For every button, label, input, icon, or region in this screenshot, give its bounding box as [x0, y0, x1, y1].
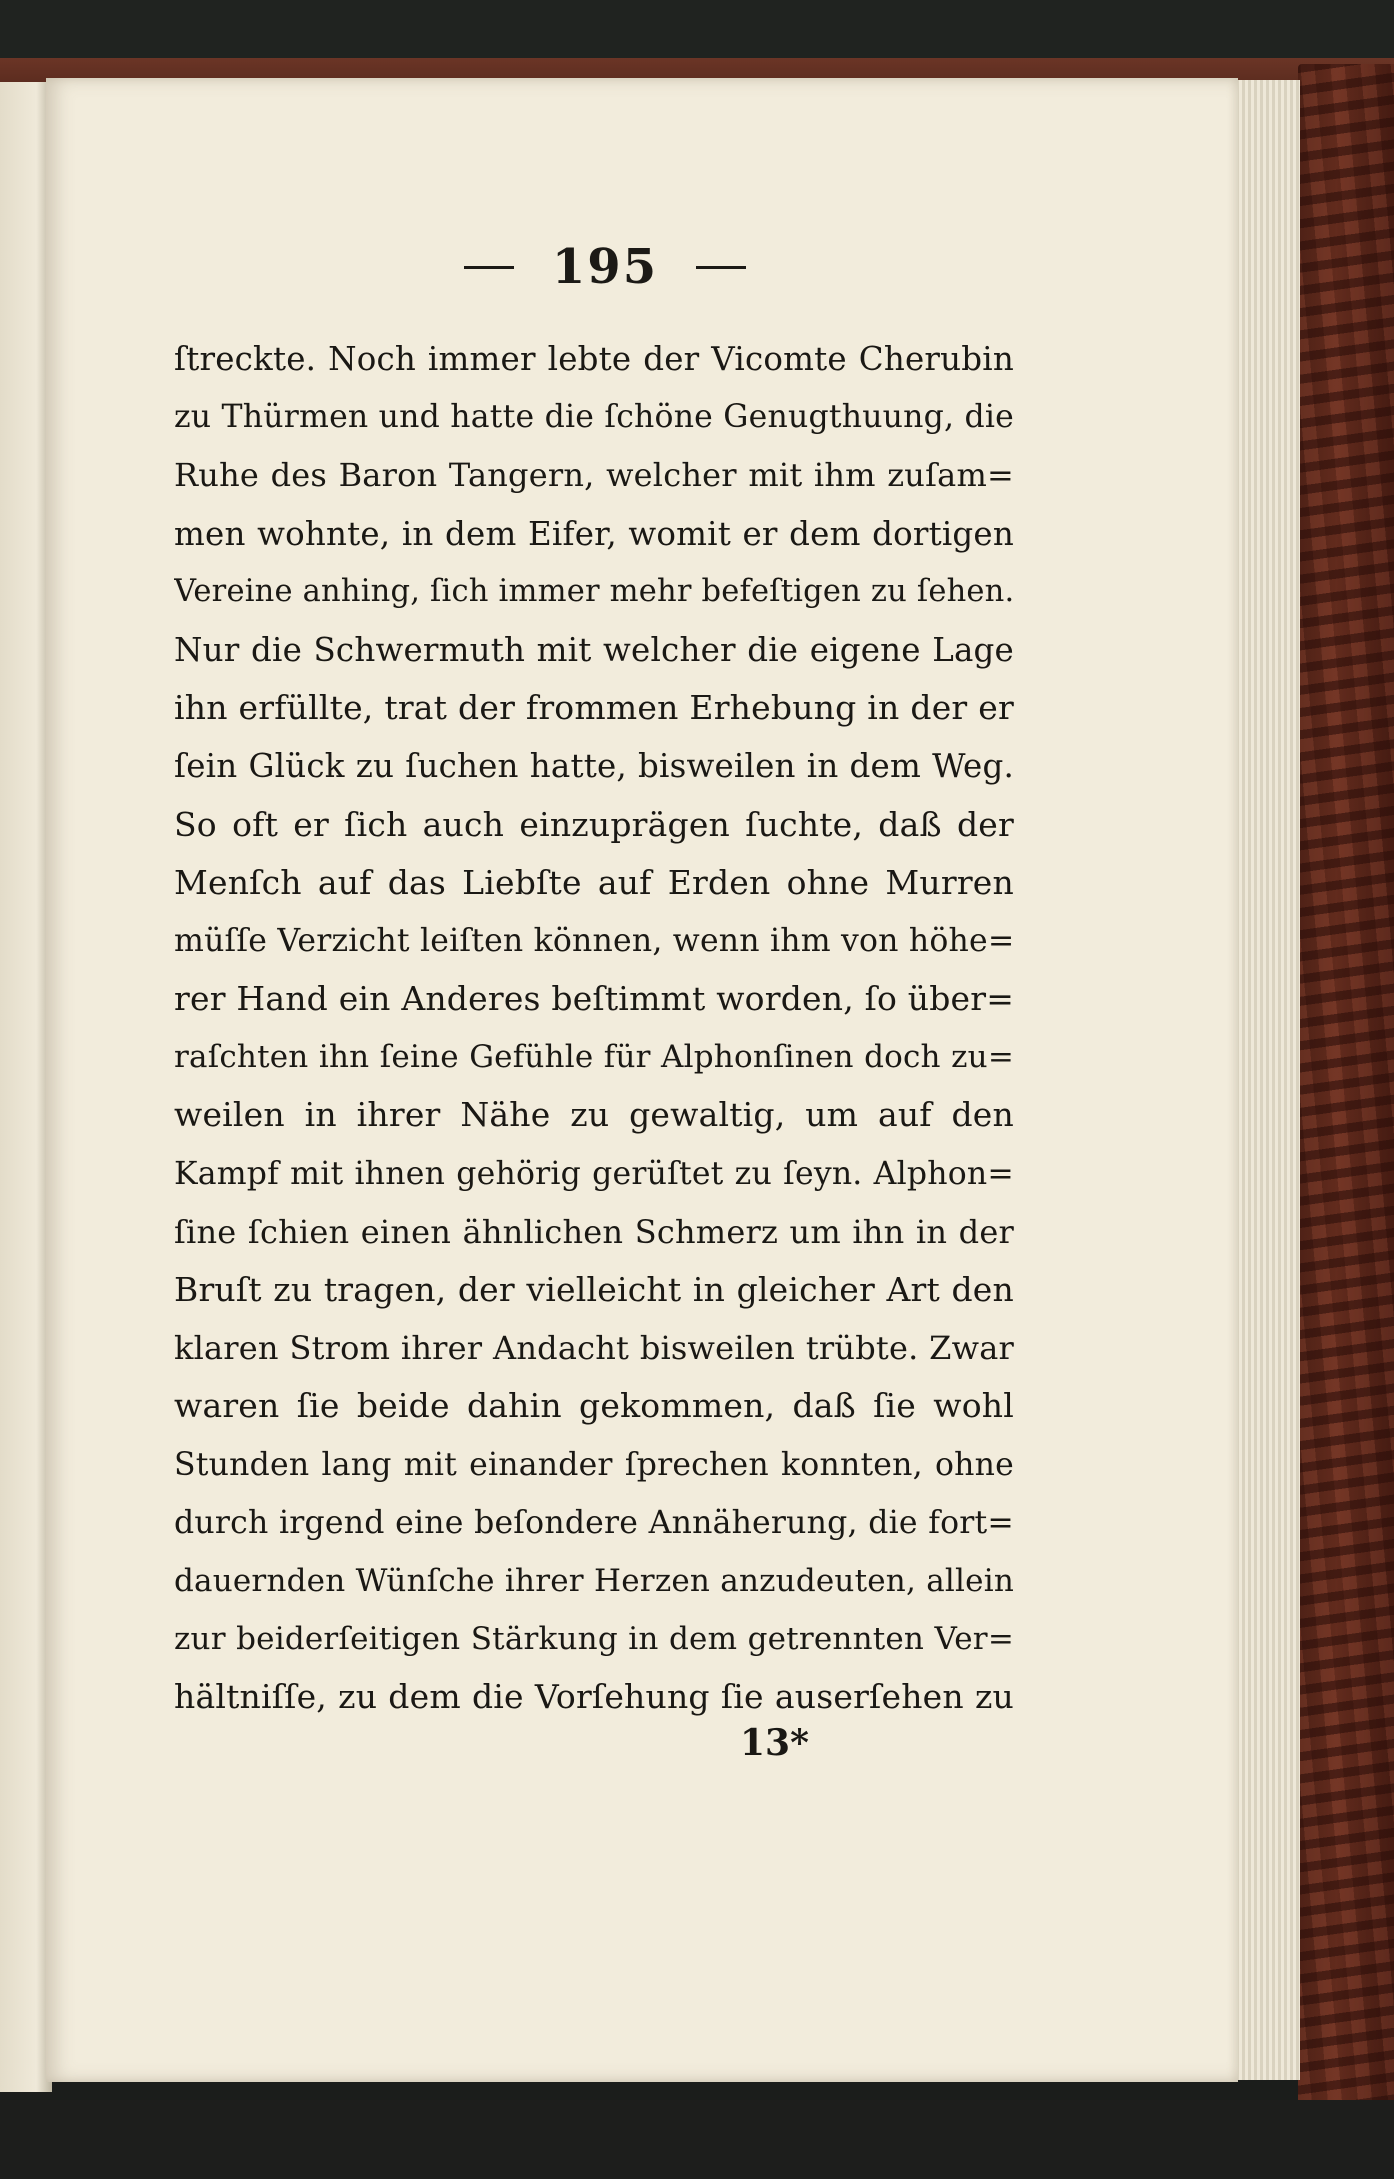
text-line: Ruhe des Baron Tangern, welcher mit ihm zuſam=: [174, 456, 1014, 495]
text-line: ihn erfüllte, trat der frommen Erhebung in der er: [174, 688, 1014, 728]
text-line: klaren Strom ihrer Andacht bisweilen trübte. Zwar: [174, 1329, 1014, 1368]
text-line: hältniſſe, zu dem die Vorſehung ſie auserſehen zu: [174, 1677, 1014, 1717]
page-header: [455, 232, 755, 302]
text-line: Nur die Schwermuth mit welcher die eigene Lage: [174, 630, 1014, 669]
background-bottom: [0, 2100, 1394, 2179]
text-line: Kampf mit ihnen gehörig gerüſtet zu ſeyn. Alphon=: [174, 1155, 1014, 1192]
text-line: Bruſt zu tragen, der vielleicht in gleicher Art den: [174, 1270, 1014, 1309]
page-number: 195: [551, 239, 659, 295]
signature-mark: 13*: [740, 1722, 809, 1764]
text-line: müſſe Verzicht leiſten können, wenn ihm von höhe=: [174, 922, 1014, 959]
text-line: zu Thürmen und hatte die ſchöne Genugthuung, die: [174, 399, 1014, 436]
text-line: So oft er ſich auch einzuprägen ſuchte, daß der: [174, 804, 1014, 844]
text-line: ſein Glück zu ſuchen hatte, bisweilen in dem Weg.: [174, 747, 1014, 786]
header-dash-left: [464, 266, 514, 269]
facing-page-edge: [0, 82, 52, 2092]
text-line: raſchten ihn ſeine Gefühle für Alphonſinen doch zu=: [174, 1039, 1014, 1076]
text-line: durch irgend eine beſondere Annäherung, die fort=: [174, 1504, 1014, 1541]
text-line: dauernden Wünſche ihrer Herzen anzudeuten, allein: [174, 1562, 1014, 1599]
body-text: [174, 330, 1014, 1727]
text-line: weilen in ihrer Nähe zu gewaltig, um auf den: [174, 1095, 1014, 1135]
text-line: Stunden lang mit einander ſprechen konnten, ohne: [174, 1446, 1014, 1483]
header-dash-right: [696, 266, 746, 269]
marbled-back-cover: [1298, 64, 1394, 2104]
text-line: Menſch auf das Liebſte auf Erden ohne Murren: [174, 862, 1014, 902]
text-line: ſtreckte. Noch immer lebte der Vicomte Cherubin: [174, 340, 1014, 378]
text-line: men wohnte, in dem Eifer, womit er dem dortigen: [174, 514, 1014, 553]
text-line: rer Hand ein Anderes beſtimmt worden, ſo über=: [174, 979, 1014, 1019]
text-line: zur beiderſeitigen Stärkung in dem getrennten Ver=: [174, 1621, 1014, 1658]
text-line: Vereine anhing, ſich immer mehr befeſtigen zu ſehen.: [174, 573, 1014, 609]
page-block-edges: [1230, 80, 1300, 2080]
text-line: waren ſie beide dahin gekommen, daß ſie wohl: [174, 1386, 1014, 1426]
text-line: ſine ſchien einen ähnlichen Schmerz um ihn in der: [174, 1212, 1014, 1251]
